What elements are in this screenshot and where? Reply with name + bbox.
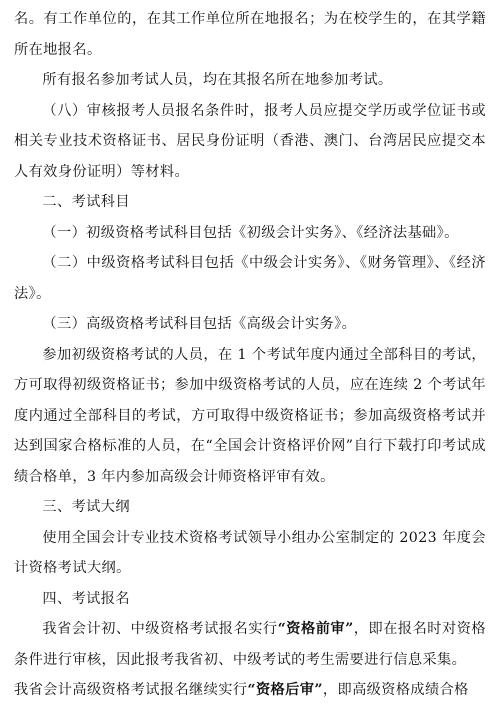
paragraph-pre-review bbox=[14, 614, 486, 675]
paragraph-registration-location: 名。有工作单位的，在其工作单位所在地报名；为在校学生的，在其学籍所在地报名。 bbox=[14, 11, 486, 58]
pre-review-emphasis: “资格前审” bbox=[277, 621, 354, 637]
section-heading-registration: 四、考试报名 bbox=[42, 590, 130, 607]
paragraph-certificate-rules: 参加初级资格考试的人员，在 1 个考试年度内通过全部科目的考试，方可取得初级资格证书；参加中级资格考试的人员，应在连续 2 个考试年度内通过全部科目的考试，方可取得中级资格证书；参加高级资格考试并达到国家合格标准的人员，在“全国会计资格评价网”自行下载打印考试成绩合格单，3 年内参加高级会计师资格评审有效。 bbox=[14, 346, 486, 485]
section-heading-syllabus: 三、考试大纲 bbox=[42, 499, 130, 515]
post-review-emphasis: “资格后审” bbox=[247, 682, 323, 698]
subject-item-intermediate: （二）中级资格考试科目包括《中级会计实务》、《财务管理》、《经济法》。 bbox=[14, 255, 486, 302]
post-review-text-start: 我省会计高级资格考试报名继续实行 bbox=[14, 682, 248, 698]
post-review-text-end: ，即高级资格成绩合格 bbox=[322, 682, 469, 698]
pre-review-text-end: ，即在报名时对资格条件进行审核，因此报考我省初、中级考试的考生需要进行信息采集。 bbox=[14, 621, 486, 668]
paragraph-post-review bbox=[14, 675, 486, 706]
subject-item-senior: （三）高级资格考试科目包括《高级会计实务》。 bbox=[42, 316, 357, 332]
subject-item-junior: （一）初级资格考试科目包括《初级会计实务》、《经济法基础》。 bbox=[42, 224, 459, 241]
paragraph-syllabus: 使用全国会计专业技术资格考试领导小组办公室制定的 2023 年度会计资格考试大纲。 bbox=[14, 529, 486, 576]
pre-review-text-start: 我省会计初、中级资格考试报名实行 bbox=[42, 621, 278, 637]
section-heading-subjects: 二、考试科目 bbox=[42, 194, 130, 210]
paragraph-review-materials: （八）审核报考人员报名条件时，报考人员应提交学历或学位证书或相关专业技术资格证书、居民身份证明（香港、澳门、台湾居民应提交本人有效身份证明）等材料。 bbox=[14, 102, 486, 180]
paragraph-exam-location: 所有报名参加考试人员，均在其报名所在地参加考试。 bbox=[42, 72, 393, 88]
